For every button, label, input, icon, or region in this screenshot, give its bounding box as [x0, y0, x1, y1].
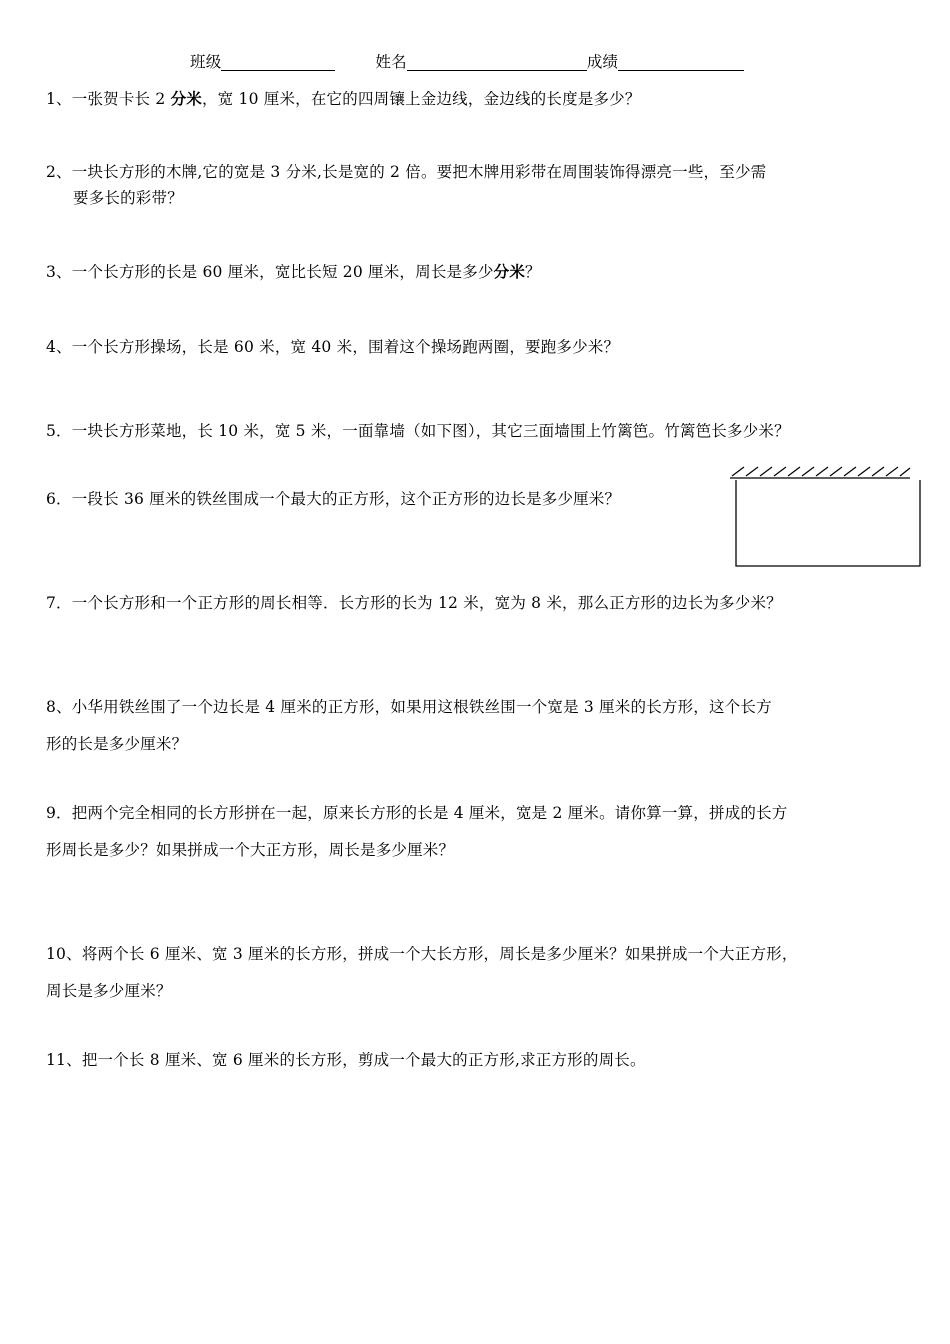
question-2-line-2: 要多长的彩带？: [73, 189, 183, 207]
class-blank[interactable]: [221, 54, 335, 71]
question-9-line-2: 形周长是多少？如果拼成一个大正方形，周长是多少厘米？: [46, 841, 455, 859]
score-blank[interactable]: [618, 54, 744, 71]
question-8-line-1: 8、小华用铁丝围了一个边长是 4 厘米的正方形，如果用这根铁丝围一个宽是 3 厘米的长方形，这个长方: [46, 698, 772, 716]
question-2-line-1: 2、一块长方形的木牌,它的宽是 3 分米,长是宽的 2 倍。要把木牌用彩带在周围装饰得漂亮一些，至少需: [46, 163, 767, 181]
class-label: 班级: [190, 53, 222, 71]
question-6: 6．一段长 36 厘米的铁丝围成一个最大的正方形，这个正方形的边长是多少厘米？: [46, 490, 621, 508]
fence-rectangle: [736, 480, 920, 566]
question-1: [46, 89, 641, 109]
question-3-bold-unit: 分米: [493, 263, 526, 281]
name-blank[interactable]: [407, 54, 587, 71]
question-1-text-c: ，宽 10 厘米，在它的四周镶上金边线，金边线的长度是多少？: [201, 90, 641, 108]
question-10-line-1: 10、将两个长 6 厘米、宽 3 厘米的长方形，拼成一个大长方形，周长是多少厘米？如果拼成一个大正方形，: [46, 945, 798, 963]
score-label: 成绩: [586, 53, 619, 71]
wall-hatching: [730, 467, 910, 478]
question-8-line-2: 形的长是多少厘米？: [46, 735, 188, 753]
question-1-bold-unit: 分米: [170, 90, 202, 108]
question-7: 7．一个长方形和一个正方形的周长相等．长方形的长为 12 米，宽为 8 米，那么正方形的边长为多少米？: [46, 594, 782, 612]
question-11: 11、把一个长 8 厘米、宽 6 厘米的长方形，剪成一个最大的正方形,求正方形的周长。: [46, 1051, 646, 1069]
question-4: 4、一个长方形操场，长是 60 米，宽 40 米，围着这个操场跑两圈，要跑多少米？: [46, 338, 620, 356]
question-1-text-a: 1、一张贺卡长 2: [46, 90, 171, 108]
name-label: 姓名: [375, 53, 407, 71]
wall-garden-diagram: [720, 458, 925, 570]
question-3: [46, 262, 541, 282]
worksheet-header: [190, 52, 744, 72]
question-5: 5．一块长方形菜地，长 10 米，宽 5 米，一面靠墙（如下图），其它三面墙围上竹篱笆。竹篱笆长多少米？: [46, 422, 790, 440]
question-9-line-1: 9．把两个完全相同的长方形拼在一起，原来长方形的长是 4 厘米，宽是 2 厘米。请你算一算，拼成的长方: [46, 804, 788, 822]
question-10-line-2: 周长是多少厘米？: [46, 982, 172, 1000]
question-3-text-a: 3、一个长方形的长是 60 厘米，宽比长短 20 厘米，周长是多少: [46, 263, 494, 281]
question-3-text-c: ？: [525, 263, 541, 281]
